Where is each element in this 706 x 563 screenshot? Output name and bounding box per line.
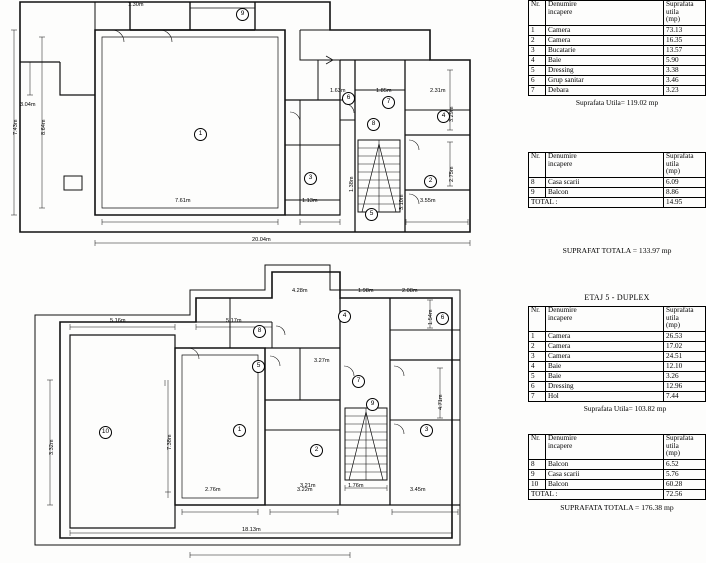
dim-lower-9: 1.76m: [348, 483, 364, 489]
cell-nr: 7: [529, 85, 546, 95]
header-area-line1: Suprafata utila: [666, 0, 694, 16]
table-header-row: [529, 153, 706, 178]
room-badge-lower-6: 6: [436, 312, 449, 325]
cell-nr: 9: [529, 187, 546, 197]
cell-name: Balcon: [546, 479, 664, 489]
cell-area: 3.46: [664, 75, 706, 85]
cell-name: Dressing: [546, 65, 664, 75]
dim-upper-5: 1.13m: [302, 198, 318, 204]
cell-name: Balcon: [546, 459, 664, 469]
header-name: [546, 1, 664, 26]
table-row: [529, 187, 706, 197]
room-badge-upper-9: 9: [236, 8, 249, 21]
dim-upper-9: 3.29m: [449, 106, 455, 122]
header-area-line1: Suprafata utila: [666, 152, 694, 168]
lower-main-table-block: [528, 306, 706, 413]
cell-area: 3.26: [664, 371, 706, 381]
room-badge-lower-7: 7: [352, 375, 365, 388]
cell-nr: 8: [529, 177, 546, 187]
table-row: [529, 35, 706, 45]
header-area: [664, 435, 706, 460]
room-badge-upper-8: 8: [367, 118, 380, 131]
cell-area: 60.28: [664, 479, 706, 489]
header-name-line1: Denumire: [548, 152, 577, 160]
header-nr: Nr.: [529, 307, 546, 332]
dim-lower-16: 4.28m: [292, 288, 308, 294]
cell-nr: 6: [529, 75, 546, 85]
dim-lower-8: 2.76m: [205, 487, 221, 493]
cell-area: 16.35: [664, 35, 706, 45]
cell-name: Casa scarii: [546, 469, 664, 479]
dim-lower-3: 3.32m: [49, 439, 55, 455]
upper-main-table: [528, 0, 706, 96]
cell-area: 3.23: [664, 85, 706, 95]
cell-nr: 5: [529, 371, 546, 381]
cell-nr: 8: [529, 459, 546, 469]
dim-upper-14: 3.10m: [399, 194, 405, 210]
room-badge-lower-1: 1: [233, 424, 246, 437]
table-row: [529, 55, 706, 65]
header-area-line2: (mp): [666, 15, 680, 24]
dim-lower-14: 3.27m: [314, 358, 330, 364]
dim-upper-6: 3.55m: [420, 198, 436, 204]
room-badge-lower-8: 8: [253, 325, 266, 338]
cell-name: Camera: [546, 341, 664, 351]
cell-name: Camera: [546, 331, 664, 341]
header-area-line1: Suprafata utila: [666, 434, 694, 450]
header-area-line2: (mp): [666, 167, 680, 176]
header-area-line2: (mp): [666, 321, 680, 330]
table-header-row: [529, 1, 706, 26]
cell-area: 13.57: [664, 45, 706, 55]
table-row: [529, 331, 706, 341]
room-badge-lower-4: 4: [338, 310, 351, 323]
cell-nr: 2: [529, 35, 546, 45]
lower-grand-total: SUPRAFATA TOTALA = 176.38 mp: [560, 502, 674, 512]
table-row: [529, 45, 706, 55]
header-name: [546, 307, 664, 332]
cell-nr: 3: [529, 351, 546, 361]
cell-nr: 3: [529, 45, 546, 55]
upper-secondary-table-block: [528, 152, 706, 208]
lower-secondary-table: [528, 434, 706, 500]
dim-upper-4: 7.61m: [175, 198, 191, 204]
cell-area: 6.09: [664, 177, 706, 187]
room-badge-upper-5: 5: [365, 208, 378, 221]
cell-nr: 2: [529, 341, 546, 351]
room-badge-lower-2: 2: [310, 444, 323, 457]
upper-subtotal: Suprafata Utila= 119.02 mp: [575, 97, 659, 107]
dim-upper-12: 1.63m: [330, 88, 346, 94]
cell-name: Camera: [546, 35, 664, 45]
header-area: [664, 1, 706, 26]
cell-name: Baie: [546, 371, 664, 381]
table-row: [529, 25, 706, 35]
dim-upper-3: 7.43m: [13, 119, 19, 135]
table-row: [529, 469, 706, 479]
header-area-line2: (mp): [666, 449, 680, 458]
room-badge-upper-2: 2: [424, 175, 437, 188]
dim-upper-13: 2.75m: [449, 166, 455, 182]
cell-name: Debara: [546, 85, 664, 95]
cell-area: 5.76: [664, 469, 706, 479]
cell-area: 12.96: [664, 381, 706, 391]
dim-upper-15: 1.30m: [128, 2, 144, 8]
cell-name: Hol: [546, 391, 664, 401]
room-badge-upper-7: 7: [382, 96, 395, 109]
cell-nr: 4: [529, 361, 546, 371]
header-name-line2: incapere: [548, 441, 573, 450]
table-row: [529, 177, 706, 187]
dim-upper-11: 1.85m: [376, 88, 392, 94]
cell-nr: 1: [529, 331, 546, 341]
table-row: [529, 391, 706, 401]
cell-name: Grup sanitar: [546, 75, 664, 85]
table-header-row: [529, 307, 706, 332]
upper-secondary-table: [528, 152, 706, 208]
room-badge-upper-1: 1: [194, 128, 207, 141]
dim-upper-2: 8.64m: [41, 119, 47, 135]
cell-total-value: 14.95: [664, 197, 706, 207]
cell-name: Camera: [546, 351, 664, 361]
room-badge-upper-6: 6: [342, 92, 355, 105]
table-row: [529, 371, 706, 381]
header-name-line2: incapere: [548, 313, 573, 322]
cell-total-value: 72.56: [664, 489, 706, 499]
lower-main-table: [528, 306, 706, 402]
cell-name: Dressing: [546, 381, 664, 391]
cell-area: 3.38: [664, 65, 706, 75]
dim-lower-6: 3.45m: [410, 487, 426, 493]
cell-nr: 9: [529, 469, 546, 479]
dim-lower-13: 4.71m: [438, 394, 444, 410]
lower-section-title: ETAJ 5 - DUPLEX: [584, 293, 650, 302]
cell-nr: 5: [529, 65, 546, 75]
header-nr: Nr.: [529, 153, 546, 178]
lower-secondary-table-block: [528, 434, 706, 512]
dim-lower-5: 3.22m: [297, 487, 313, 493]
cell-name: Casa scarii: [546, 177, 664, 187]
dim-lower-1: 5.16m: [110, 318, 126, 324]
header-name-line1: Denumire: [548, 0, 577, 8]
header-area: [664, 307, 706, 332]
room-badge-upper-3: 3: [304, 172, 317, 185]
cell-name: Baie: [546, 361, 664, 371]
table-row: [529, 351, 706, 361]
dim-lower-10: 3.21m: [300, 483, 316, 489]
dim-lower-11: 2.08m: [402, 288, 418, 294]
room-badge-lower-10: 10: [99, 426, 112, 439]
cell-nr: 10: [529, 479, 546, 489]
table-total-row: [529, 489, 706, 499]
header-name-line2: incapere: [548, 159, 573, 168]
header-area-line1: Suprafata utila: [666, 306, 694, 322]
header-name: [546, 435, 664, 460]
cell-name: Camera: [546, 25, 664, 35]
lower-subtotal: Suprafata Utila= 103.82 mp: [583, 403, 667, 413]
cell-nr: 7: [529, 391, 546, 401]
cell-area: 8.86: [664, 187, 706, 197]
cell-name: Bucatarie: [546, 45, 664, 55]
dim-upper-1: 3.04m: [20, 102, 36, 108]
upper-main-table-block: [528, 0, 706, 107]
table-row: [529, 75, 706, 85]
room-badge-lower-3: 3: [420, 424, 433, 437]
cell-name: Baie: [546, 55, 664, 65]
cell-area: 7.44: [664, 391, 706, 401]
dim-upper-8: 1.38m: [349, 176, 355, 192]
table-row: [529, 65, 706, 75]
table-row: [529, 479, 706, 489]
room-badge-lower-5: 5: [252, 360, 265, 373]
upper-grand-total: SUPRAFAT TOTALA = 133.97 mp: [562, 246, 672, 255]
cell-area: 26.53: [664, 331, 706, 341]
dim-upper-7: 20.04m: [252, 237, 271, 243]
table-row: [529, 361, 706, 371]
table-row: [529, 85, 706, 95]
header-nr: Nr.: [529, 1, 546, 26]
header-name-line1: Denumire: [548, 434, 577, 442]
cell-area: 5.90: [664, 55, 706, 65]
room-badge-lower-9: 9: [366, 398, 379, 411]
area-tables-column: [528, 0, 706, 563]
cell-area: 24.51: [664, 351, 706, 361]
dim-lower-7: 18.13m: [242, 527, 261, 533]
room-badge-upper-4: 4: [437, 110, 450, 123]
header-name-line1: Denumire: [548, 306, 577, 314]
table-total-row: [529, 197, 706, 207]
dim-lower-2: 5.17m: [226, 318, 242, 324]
cell-area: 12.10: [664, 361, 706, 371]
dim-lower-15: 1.54m: [428, 309, 434, 325]
table-row: [529, 381, 706, 391]
header-nr: Nr.: [529, 435, 546, 460]
table-row: [529, 459, 706, 469]
cell-name: Balcon: [546, 187, 664, 197]
cell-nr: 6: [529, 381, 546, 391]
cell-total-label: TOTAL :: [529, 197, 664, 207]
dim-upper-10: 2.31m: [430, 88, 446, 94]
cell-area: 17.02: [664, 341, 706, 351]
cell-area: 6.52: [664, 459, 706, 469]
cell-nr: 1: [529, 25, 546, 35]
header-area: [664, 153, 706, 178]
cell-nr: 4: [529, 55, 546, 65]
header-name-line2: incapere: [548, 7, 573, 16]
cell-total-label: TOTAL :: [529, 489, 664, 499]
table-header-row: [529, 435, 706, 460]
cell-area: 73.13: [664, 25, 706, 35]
table-row: [529, 341, 706, 351]
header-name: [546, 153, 664, 178]
dim-lower-12: 1.98m: [358, 288, 374, 294]
dim-lower-4: 7.38m: [167, 434, 173, 450]
